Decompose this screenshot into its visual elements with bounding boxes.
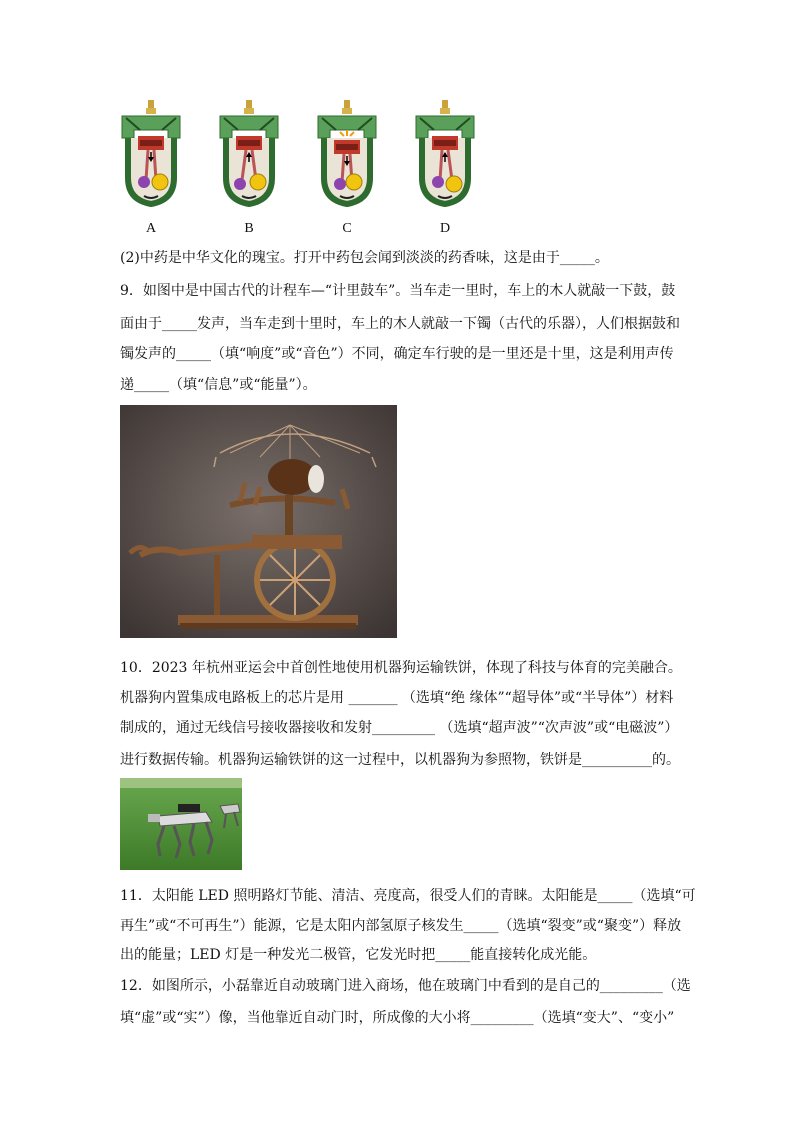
engine-label: D	[439, 221, 451, 236]
question-11-line-2: 再生”或“不可再生”）能源，它是太阳内部氢原子核发生_____（选填“裂变”或“聚变”）释放	[120, 918, 682, 934]
question-9-line-4: 递_____（填“信息”或“能量”）。	[120, 377, 317, 393]
question-12-line-1: 12．如图所示，小磊靠近自动玻璃门进入商场，他在玻璃门中看到的是自己的_________（选	[120, 978, 691, 994]
robot-dog-image	[120, 778, 242, 870]
engine-diagram-d	[412, 100, 478, 236]
question-10-line-3: 制成的，通过无线信号接收器接收和发射_________ （选填“超声波”“次声波”或“电磁波”）	[120, 720, 679, 736]
drum-carriage-image	[120, 405, 397, 638]
drum-carriage-photo	[120, 405, 397, 638]
question-10-line-2: 机器狗内置集成电路板上的芯片是用 _______ （选填“绝 缘体”“超导体”或“半导体”）材料	[120, 690, 674, 706]
engine-strokes-figure	[118, 100, 478, 240]
question-10-line-4: 进行数据传输。机器狗运输铁饼的这一过程中，以机器狗为参照物，铁饼是__________的。	[120, 752, 680, 768]
robot-dog-photo	[120, 778, 242, 870]
engine-label: C	[342, 221, 352, 236]
question-11-line-1: 11．太阳能 LED 照明路灯节能、清洁、亮度高，很受人们的青睐。太阳能是_____（选填“可	[120, 888, 696, 904]
question-12-line-2: 填“虚”或“实”）像，当他靠近自动门时，所成像的大小将_________（选填“变大”、“变小”	[120, 1010, 675, 1026]
question-10-line-1: 10．2023 年杭州亚运会中首创性地使用机器狗运输铁饼，体现了科技与体育的完美融合。	[120, 660, 682, 676]
question-9-line-2: 面由于_____发声，当车走到十里时，车上的木人就敲一下镯（古代的乐器），人们根据鼓和	[120, 316, 680, 332]
engine-a-icon	[118, 100, 184, 220]
engine-diagram-b	[216, 100, 282, 236]
question-9-line-1: 9．如图中是中国古代的计程车—“计里鼓车”。当车走一里时，车上的木人就敲一下鼓，鼓	[120, 283, 676, 299]
question-9-line-3: 镯发声的_____（填“响度”或“音色”）不同，确定车行驶的是一里还是十里，这是利用声传	[120, 346, 674, 362]
engine-diagram-a	[118, 100, 184, 236]
engine-d-icon	[412, 100, 478, 220]
engine-label: A	[145, 221, 157, 236]
engine-c-icon	[314, 100, 380, 220]
engine-diagram-c	[314, 100, 380, 236]
engine-b-icon	[216, 100, 282, 220]
engine-label: B	[244, 221, 254, 236]
question-8-part-2: (2)中药是中华文化的瑰宝。打开中药包会闻到淡淡的药香味，这是由于_____。	[120, 250, 609, 266]
question-11-line-3: 出的能量；LED 灯是一种发光二极管，它发光时把_____能直接转化成光能。	[120, 947, 597, 963]
